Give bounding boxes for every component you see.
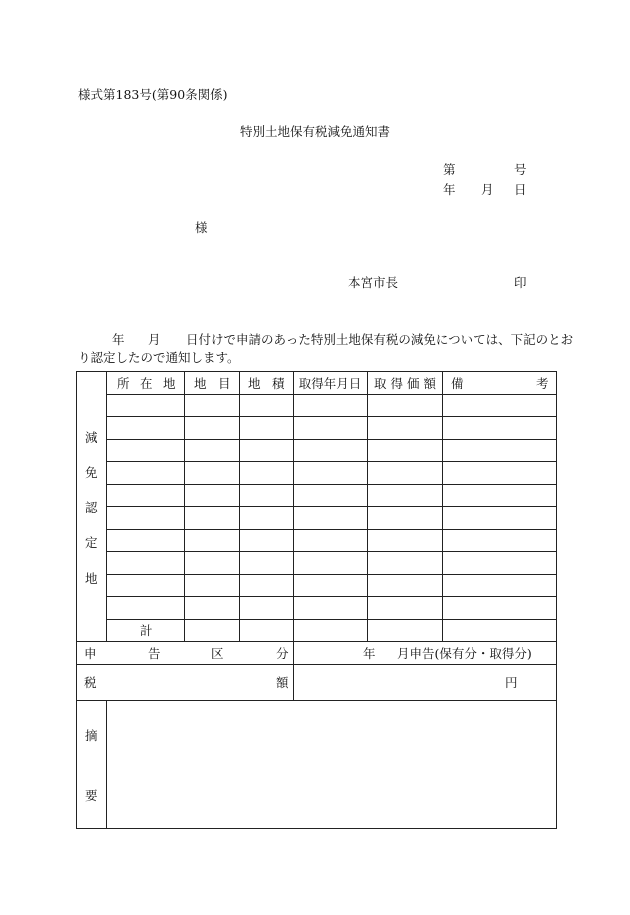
side-label-1: 減	[85, 430, 98, 445]
header-acquisition-date: 取得年月日	[298, 376, 362, 391]
side-label-5: 地	[85, 571, 98, 586]
tax-label-1: 税	[84, 675, 97, 690]
summary-label-1: 摘	[85, 728, 98, 743]
header-acquisition-price: 取 得 価 額	[374, 376, 436, 391]
body-rest: 日付けで申請のあった特別土地保有税の減免については、下記のとお	[186, 332, 574, 347]
issue-date-day: 日	[514, 182, 527, 197]
header-landcat-1: 地	[194, 376, 207, 391]
seal-mark: 印	[514, 275, 527, 290]
tax-label-2: 額	[276, 675, 289, 690]
issue-date-year: 年	[443, 182, 456, 197]
addressee-honorific: 様	[195, 220, 208, 235]
table-frame	[77, 372, 557, 829]
issue-date-month: 月	[481, 182, 494, 197]
header-location-1: 所	[117, 376, 130, 391]
form-code: 様式第183号(第90条関係)	[78, 87, 228, 102]
side-label-4: 定	[85, 535, 98, 550]
notice-number-prefix: 第	[443, 162, 456, 177]
declaration-year: 年	[363, 646, 376, 661]
header-area-2: 積	[272, 376, 285, 391]
total-label: 計	[140, 623, 153, 638]
body-year: 年	[112, 332, 125, 347]
header-remarks-2: 考	[536, 376, 549, 391]
header-landcat-2: 目	[218, 376, 231, 391]
declaration-value: 月申告(保有分・取得分)	[397, 646, 532, 661]
header-remarks-1: 備	[451, 376, 464, 391]
declaration-label-3: 区	[211, 646, 224, 661]
issuer-mayor: 本宮市長	[348, 275, 399, 290]
body-text-line2: り認定したので通知します。	[78, 350, 240, 365]
side-label-2: 免	[85, 465, 98, 480]
declaration-label-2: 告	[148, 646, 161, 661]
declaration-label-4: 分	[276, 646, 289, 661]
document-title: 特別土地保有税減免通知書	[239, 124, 390, 139]
tax-unit: 円	[505, 675, 518, 690]
header-location-2: 在	[140, 376, 153, 391]
notice-number-suffix: 号	[514, 162, 527, 177]
summary-label-2: 要	[85, 788, 98, 803]
declaration-label-1: 申	[84, 646, 97, 661]
header-area-1: 地	[248, 376, 261, 391]
header-location-3: 地	[163, 376, 176, 391]
body-month: 月	[148, 332, 161, 347]
side-label-3: 認	[85, 500, 98, 515]
